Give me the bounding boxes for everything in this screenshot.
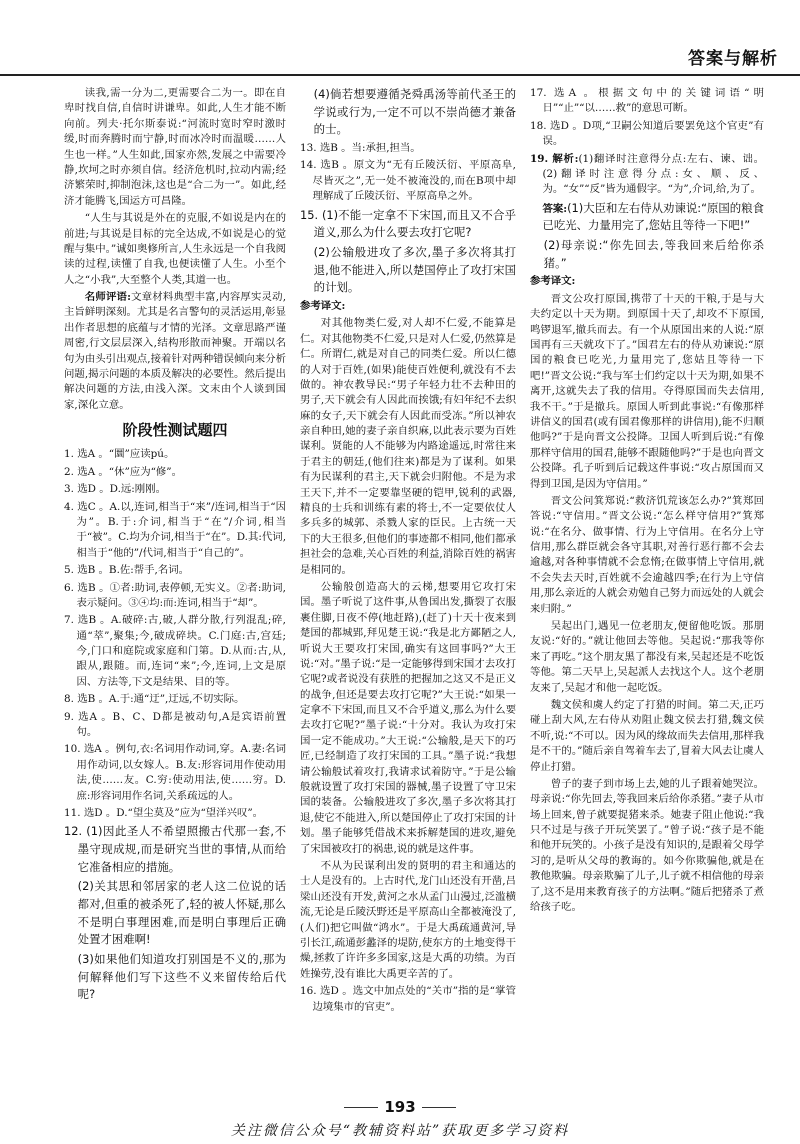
ref-label-text: 参考译文: [300,299,346,312]
footer-note: 关注微信公众号“教辅资料站”获取更多学习资料 [230,1123,570,1139]
page-header [0,38,800,76]
translation-paragraph: 魏文侯和虞人约定了打猎的时间。第二天,正巧碰上刮大风,左右侍从劝阻止魏文侯去打猎,魏文侯不听,说:“不可以。因为风的缘故而失去信用,那样我是不干的。”随后亲自驾着车去了,冒着大风去让虞人停止打猎。 [530,698,764,773]
answer-item: 9. 选A 。B、C、D都是被动句,A是宾语前置句。 [64,710,286,739]
translation-paragraph: 晋文公攻打原国,携带了十天的干粮,于是与大夫约定以十天为期。到原国十天了,却攻不下原国,鸣锣退军,撤兵而去。有一个从原国出来的人说:“原国再有三天就攻下了。”国君左右的侍从劝谏说:“原国的粮食已吃光,力量用完了,您姑且等待一下吧!”晋文公说:“我与军士们约定以十天为期,如果不离开,这就失去了我的信用。夺得原国而失去信用,我不干。”于是撤兵。原国人听到此事说:“有像那样讲信义的国君(或有国君像那样的讲信用),能不归顺他吗?”于是向晋文公投降。卫国人听到后说:“有像那样守信用的国君,能够不跟随他吗?”于是也向晋文公投降。孔子听到后记载这件事说:“攻占原国而又得到卫国,是因为守信用。” [530,292,764,490]
column-middle [300,86,516,1086]
header-title: 答案与解析 [688,49,778,69]
answer-item: 16. 选D 。选文中加点处的“关市”指的是“掌管边境集市的官吏”。 [300,985,516,1013]
page-number-text: 193 [384,1098,416,1116]
handwritten-answer: (2)公输般进攻了多次,墨子多次将其打退,他不能进入,所以楚国停止了攻打宋国的计划。 [313,244,516,295]
answer-item: 4. 选C 。A.以,连词,相当于“来”/连词,相当于“因为”。B.于:介词,相当于“在”/介词,相当于“被”。C.均为介词,相当于“在”。D.其:代词,相当于“他的”/代词,相当于“自己的”。 [64,500,286,559]
answer-item [530,152,764,198]
answer-item: 10. 选A 。例句,衣:名词用作动词,穿。A.妻:名词用作动词,以女嫁人。B.友:形容词用作使动用法,使……友。C.穷:使动用法,使……穷。D.庶:形容词用作名词,关系疏远的人。 [64,743,286,802]
answer-item: 2. 选A 。“休”应为“修”。 [64,465,183,478]
answer-item: 5. 选B 。B.佐:帮手,名词。 [64,564,190,577]
translation-paragraph: 不从为民谋利出发的贤明的君主和通达的士人是没有的。上古时代,龙门山还没有开凿,吕梁山还没有开发,黄河之水从孟门山漫过,泛滥横流,无论是丘陵沃野还是平原高山全都被淹没了,(人们)把它叫做“鸿水”。于是大禹疏通黄河,导引长江,疏通彭蠡泽的堤防,使东方的土地变得干燥,拯救了许许多多国家,这是大禹的功绩。为百姓操劳,没有谁比大禹更辛苦的了。 [300,860,516,980]
analysis-label: 19. 解析: [530,152,579,165]
answer-item: 14. 选B 。原文为“无有丘陵沃衍、平原高阜,尽皆灭之”,无一处不被淹没的,而在B项中却理解成了丘陵沃衍、平原高阜之外。 [300,159,516,203]
analysis-text: (1)翻译时注意得分点:左右、谏、诎。(2)翻译时注意得分点:女、顺、反、为。“女”“反”皆为通假字。“为”,介词,给,为了。 [542,152,764,196]
column-left [64,86,286,1086]
handwritten-answer: (2)母亲说:“你先回去,等我回来后给你杀猪。” [543,238,764,270]
reference-translation-label [300,299,516,314]
handwritten-answer: (1)大臣和左右侍从劝谏说:“原国的粮食已吃光、力量用完了,您姑且等待一下吧!” [542,200,764,233]
answer-label: 答案: [542,202,568,215]
translation-paragraph: 对其他物类仁爱,对人却不仁爱,不能算是仁。对其他物类不仁爱,只是对人仁爱,仍然算是仁。所谓仁,就是对自己的同类仁爱。所以仁德的人对于百姓,(如果)能使百姓便利,就没有不去做的。神农教导民:“男子年轻力壮不去种田的男子,天下就会有人因此而挨饿;有妇年纪不去织麻的女子,天下就会有人因此而受冻。”所以神农亲自种田,她的妻子亲自织麻,以此表示要为百姓谋利。贤能的人不能够为内路途遥远,时常往来于君主的朝廷,(他们往来)都是为了谋利。如果有为民谋利的君主,天下就会归附他。不是为求王天下,并不一定要靠坚硬的铠甲,锐利的武器,精良的士兵和训练有素的将士,不一定要依仗人多兵多的城郭、杀戮人家的臣民。上古统一天下的大王很多,但他们的事迹都不相同,他们都承担社会的急难,关心百姓的利益,消除百姓的祸害是相同的。 [300,317,516,576]
handwritten-answer: (3)如果他们知道攻打别国是不义的,那为何解释他们写下这些不义来留传给后代呢? [77,952,286,1002]
reference-translation-label [530,274,764,289]
section-title: 阶段性测试题四 [122,421,228,440]
teacher-comment [64,290,286,413]
answer-item: 13. 选B 。当:承担,担当。 [300,142,421,155]
translation-paragraph: 曾子的妻子到市场上去,她的儿子跟着她哭泣。母亲说:“你先回去,等我回来后给你杀猪。”妻子从市场上回来,曾子就要捉猪来杀。她妻子阻止他说:“我只不过是与孩子开玩笑罢了。”曾子说:“孩子是不能和他开玩笑的。小孩子是没有知识的,是跟着父母学习的,是听从父母的教诲的。如今你欺骗他,就是在教他欺骗。母亲欺骗了儿子,儿子就不相信他的母亲了,这不是用来教育孩子的方法啊。”随后把猪杀了煮给孩子吃。 [530,777,764,914]
answer-item: 8. 选B 。A.于:通“迂”,迂远,不切实际。 [64,693,245,706]
answer-item: 7. 选B 。A.破碎:古,破,人群分散,行列混乱;碎,通“萃”,聚集;今,破成碎块。C.门庭:古,宫廷;今,门口和庭院或家庭和门第。D.从而:古,从,跟从,跟随。而,连词“来”;今,连词,上文是原因、方法等,下文是结果、目的等。 [64,614,286,688]
handwritten-answer: (4)倘若想要遵循尧舜禹汤等前代圣王的学说或行为,一定不可以不崇尚德才兼备的士。 [313,87,516,137]
translation-paragraph: 吴起出门,遇见一位老朋友,便留他吃饭。那朋友说:“好的。”就让他回去等他。吴起说:“那我等你来了再吃。”这个朋友黑了都没有来,吴起还是不吃饭等他。第二天早上,吴起派人去找这个人。这个老朋友来了,吴起才和他一起吃饭。 [530,620,764,694]
answer-item: 3. 选D 。D.远:刚刚。 [64,483,166,496]
answer-item: 6. 选B 。①者:助词,表停顿,无实义。②者:助词,表示疑问。③④均:而:连词,相当于“却”。 [64,581,286,609]
comment-label: 名师评语: [84,291,131,304]
column-right [530,86,764,1086]
essay-quote-paragraph: “人生与其说是外在的克服,不如说是内在的前进;与其说是目标的完全达成,不如说是心的觉醒与集中。”诚如奥修所言,人生永远是一个自我阅读的过程,读懂了自我,也便读懂了人生。小至个人之“小我”,大至整个人类,其道一也。 [64,212,286,286]
answer-item: 17. 选A 。根据文句中的关键词语“明日”“止”“以……救”的意思可断。 [530,87,764,115]
answer-item: 18. 选D 。D项,“卫嗣公知道后要罢免这个官吏”有误。 [530,119,764,148]
answer-item: 11. 选D 。D.“望尘莫及”应为“望洋兴叹”。 [64,806,264,819]
translation-paragraph: 晋文公问箕郑说:“救济饥荒该怎么办?”箕郑回答说:“守信用。”晋文公说:“怎么样守信用?”箕郑说:“在名分、做事情、行为上守信用。在名分上守信用,那么群臣就会各守其职,对善行恶行都不会去逾越,对各种事情就不会怠惰;在做事情上守信用,就不会失去天时,百姓就不会逾越四季;在行为上守信用,那么亲近的人就会劝勉自己努力而远处的人就会来归附。” [530,494,764,615]
translation-paragraph: 公输般创造高大的云梯,想要用它攻打宋国。墨子听说了这件事,从鲁国出发,撕裂了衣服裹住脚,日夜不停(地赶路),(赶了)十天十夜来到楚国的都城郢,拜见楚王说:“我是北方鄙陋之人,听说大王要攻打宋国,确实有这回事吗?”大王说:“对。”墨子说:“是一定能够得到宋国才去攻打它呢?或者说没有获胜的把握加之这又不是正义的战争,但还是要去攻打它呢?”大王说:“如果一定拿不下宋国,而且又不合乎道义,那么为什么要去攻打它呢?”墨子说:“十分对。我认为攻打宋国一定不能成功。”大王说:“公输般,是天下的巧匠,已经制造了攻打宋国的工具。”墨子说:“我想请公输般试着攻打,我请求试着防守。”于是公输般就设置了攻打宋国的器械,墨子设置了守卫宋国的装备。公输般进攻了多次,墨子多次将其打退,使它不能进入,所以楚国停止了攻打宋国的计划。墨子能够凭借战术来拆解楚国的进攻,避免了宋国被攻打的祸患,说的就是这件事。 [300,580,516,855]
content-columns [64,86,764,1086]
handwritten-answer: (2)关其思和邻居家的老人这二位说的话都对,但重的被杀死了,轻的被人怀疑,那么不是明白事理困难,而是明白事理后正确处置才困难啊! [77,879,286,947]
comment-text: 文章材料典型丰富,内容厚实灵动,主旨鲜明深刻。尤其是名言警句的灵活运用,彰显出作者思想的底蕴与才情的光泽。文章思路严谨周密,行文层层深入,结构形散而神聚。开端以名句为由头引出观点,接着针对两种错误倾向来分析问题,揭示问题的本质及解决的必要性。然后提出解决问题的方法,由浅入深。文末由个人谈到国家,深化立意。 [64,291,286,411]
handwritten-answer: 12. (1)因此圣人不希望照搬古代那一套,不墨守现成规,而是研究当世的事情,从而给它准备相应的措施。 [64,824,286,874]
answer-label-line [530,200,764,235]
essay-paragraph: 读我,需一分为二,更需要合二为一。即在自卑时找自信,自信时讲谦卑。如此,人生才能不断向前。列夫·托尔斯泰说:“河流时宽时窄时激时缓,时而奔腾时而宁静,时而冰冷时而温暖……人生也一样。”人生如此,国家亦然,发展之中需要冷静,坎坷之时亦须自信。经济危机时,拉动内需;经济繁荣时,抑制泡沫,这也是“合二为一”。如此,经济才能腾飞,国运方可昌隆。 [64,87,286,207]
page-number [0,1098,800,1116]
ref-label-text: 参考译文: [530,275,576,288]
answer-item: 1. 选A 。“圜”应读pú。 [64,448,175,461]
handwritten-answer: 15. (1)不能一定拿不下宋国,而且又不合乎道义,那么为什么要去攻打它呢? [300,207,516,240]
